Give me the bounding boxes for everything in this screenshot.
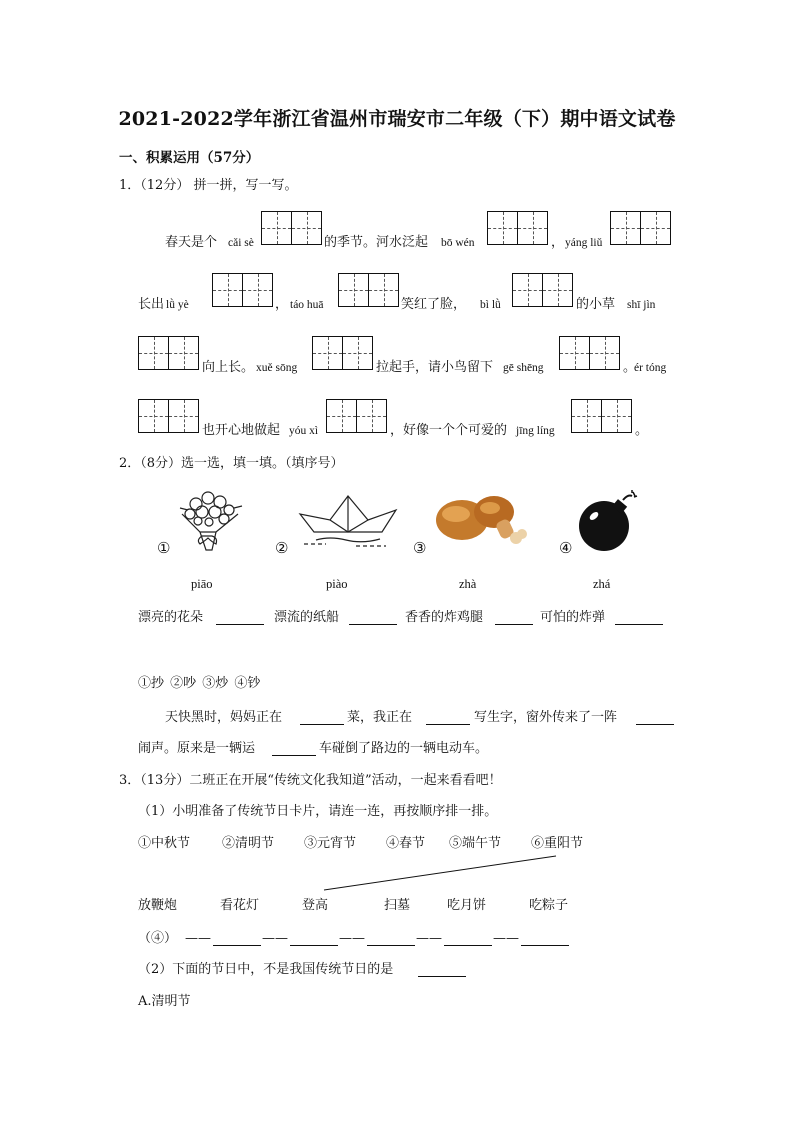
q1-text: 。 [635, 423, 649, 438]
answer-blank[interactable] [615, 612, 663, 625]
answer-blank[interactable] [444, 933, 492, 946]
festival-item: ⑤端午节 [449, 836, 502, 851]
answer-blank[interactable] [636, 712, 674, 725]
bouquet-icon [176, 488, 246, 554]
answer-blank[interactable] [349, 612, 397, 625]
q1-text: 的小草 [576, 297, 616, 312]
q1-text: ， [551, 235, 565, 250]
writing-grid[interactable] [512, 273, 574, 307]
fried-chicken-icon [432, 490, 528, 548]
character-options: ①抄 ②吵 ③炒 ④钞 [138, 676, 261, 691]
festival-item: ①中秋节 [138, 836, 191, 851]
page-title: 2021-2022学年浙江省温州市瑞安市二年级（下）期中语文试卷 [118, 108, 676, 130]
question-3-heading: 3．（13分）二班正在开展“传统文化我知道”活动，一起来看看吧！ [119, 773, 502, 788]
q1-pinyin: shī jìn [627, 299, 656, 311]
q1-pinyin: yóu xì [289, 425, 319, 437]
matching-line [320, 852, 560, 894]
passage-text: 车碰倒了路边的一辆电动车。 [319, 741, 489, 756]
answer-blank[interactable] [272, 743, 316, 756]
order-dash: —— [493, 931, 519, 946]
q1-text: 的季节。河水泛起 [324, 235, 429, 250]
passage-text: 写生字，窗外传来了一阵 [474, 710, 618, 725]
answer-blank[interactable] [216, 612, 264, 625]
writing-grid[interactable] [559, 336, 621, 370]
writing-grid[interactable] [261, 211, 323, 245]
q1-text: 。 [623, 360, 637, 375]
answer-blank[interactable] [213, 933, 261, 946]
passage-text: 天快黑时，妈妈正在 [165, 710, 283, 725]
festival-item: ⑥重阳节 [531, 836, 584, 851]
answer-blank[interactable] [418, 964, 466, 977]
q1-pinyin: lǜ yè [166, 299, 189, 311]
q1-text: ，好像一个个可爱的 [390, 423, 508, 438]
festival-item: ④春节 [386, 836, 426, 851]
bomb-icon [576, 490, 640, 554]
passage-text: 闹声。原来是一辆运 [138, 741, 256, 756]
custom-item: 吃粽子 [529, 898, 569, 913]
q1-text: 长出 [138, 297, 165, 312]
phrase: 可怕的炸弹 [540, 610, 606, 625]
writing-grid[interactable] [338, 273, 400, 307]
custom-item: 放鞭炮 [138, 898, 178, 913]
answer-blank[interactable] [367, 933, 415, 946]
option-a[interactable]: A.清明节 [138, 994, 191, 1009]
q1-pinyin: yáng liǔ [565, 237, 603, 249]
q1-pinyin: gē shēng [503, 362, 544, 374]
answer-blank[interactable] [290, 933, 338, 946]
pic-number: ③ [413, 539, 427, 557]
q1-text: 拉起手，请小鸟留下 [376, 360, 494, 375]
question-1-heading: 1．（12分） 拼一拼，写一写。 [119, 178, 298, 193]
q1-pinyin: ér tóng [634, 362, 667, 374]
q1-pinyin: bō wén [441, 237, 475, 249]
pinyin-label: piào [326, 577, 348, 591]
writing-grid[interactable] [571, 399, 633, 433]
order-dash: —— [416, 931, 442, 946]
q1-pinyin: táo huā [290, 299, 324, 311]
q1-pinyin: jīng líng [516, 425, 555, 437]
pic-number: ④ [559, 539, 573, 557]
phrase: 漂流的纸船 [274, 610, 340, 625]
festival-item: ③元宵节 [304, 836, 357, 851]
q1-text: 春天是个 [165, 235, 218, 250]
paper-boat-icon [296, 492, 402, 552]
answer-blank[interactable] [426, 712, 470, 725]
q1-text: 笑红了脸， [401, 297, 467, 312]
phrase: 香香的炸鸡腿 [405, 610, 484, 625]
q1-pinyin: cǎi sè [228, 237, 254, 249]
writing-grid[interactable] [487, 211, 549, 245]
custom-item: 看花灯 [220, 898, 260, 913]
order-dash: —— [262, 931, 288, 946]
writing-grid[interactable] [326, 399, 388, 433]
question-2-heading: 2．（8分）选一选，填一填。（填序号） [119, 456, 344, 471]
writing-grid[interactable] [138, 336, 200, 370]
writing-grid[interactable] [312, 336, 374, 370]
q1-pinyin: xuě sōng [256, 362, 298, 374]
writing-grid[interactable] [138, 399, 200, 433]
answer-blank[interactable] [300, 712, 344, 725]
festival-item: ②清明节 [222, 836, 275, 851]
writing-grid[interactable] [212, 273, 274, 307]
q1-text: 也开心地做起 [202, 423, 281, 438]
answer-blank[interactable] [495, 612, 533, 625]
custom-item: 登高 [302, 898, 329, 913]
q1-text: 向上长。 [202, 360, 255, 375]
section-heading: 一、积累运用（57分） [119, 150, 260, 166]
sub-question-2: （2）下面的节日中，不是我国传统节日的是 [138, 962, 394, 977]
custom-item: 扫墓 [384, 898, 411, 913]
pic-number: ② [275, 539, 289, 557]
order-dash: —— [185, 931, 211, 946]
pinyin-label: zhá [593, 577, 611, 591]
pinyin-label: piāo [191, 577, 213, 591]
order-start: （④） [138, 931, 178, 946]
q1-text: ， [275, 297, 289, 312]
passage-text: 菜，我正在 [347, 710, 413, 725]
pic-number: ① [157, 539, 171, 557]
q1-pinyin: bì lǜ [480, 299, 501, 311]
phrase: 漂亮的花朵 [138, 610, 204, 625]
answer-blank[interactable] [521, 933, 569, 946]
sub-question-1: （1）小明准备了传统节日卡片，请连一连，再按顺序排一排。 [138, 804, 498, 819]
custom-item: 吃月饼 [447, 898, 487, 913]
writing-grid[interactable] [610, 211, 672, 245]
order-dash: —— [339, 931, 365, 946]
pinyin-label: zhà [459, 577, 477, 591]
